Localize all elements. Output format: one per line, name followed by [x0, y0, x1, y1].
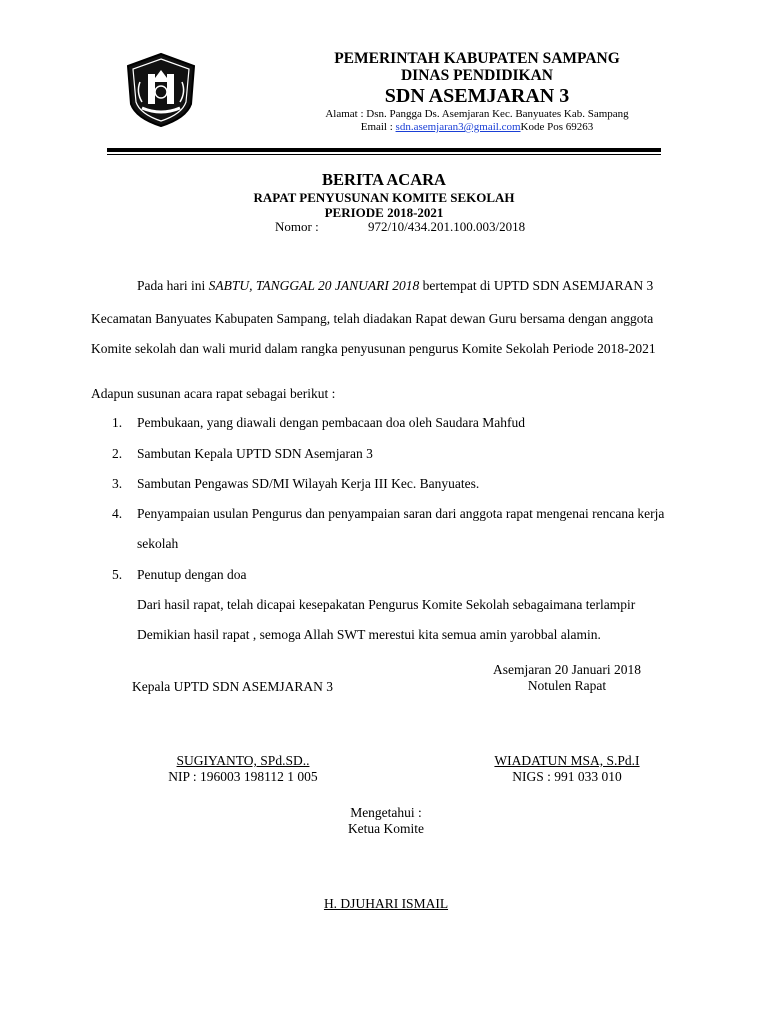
letterhead-rule-thin — [107, 154, 661, 155]
agenda-item-number: 5. — [112, 567, 123, 582]
agenda-item-text: Penyampaian usulan Pengurus dan penyampaian saran dari anggota rapat mengenai rencana kerja — [137, 506, 665, 521]
letterhead-department: DINAS PENDIDIKAN — [400, 67, 553, 84]
email-label: Email : — [360, 121, 396, 133]
email-link[interactable]: sdn.asemjaran3@gmail.com — [395, 121, 521, 133]
opening-date-italic: SABTU, TANGGAL 20 JANUARI 2018 — [208, 278, 420, 293]
document-title: BERITA ACARA — [322, 170, 446, 189]
signature-place-date: Asemjaran 20 Januari 2018 — [492, 662, 642, 677]
head-nip: NIP : 196003 198112 1 005 — [168, 769, 318, 784]
notulen-nigs: NIGS : 991 033 010 — [512, 769, 622, 784]
notulen-role: Notulen Rapat — [527, 678, 607, 693]
closing-line-1: Dari hasil rapat, telah dicapai kesepakatan Pengurus Komite Sekolah sebagaimana terlampir — [137, 597, 636, 612]
notulen-name: WIADATUN MSA, S.Pd.I — [494, 753, 640, 768]
agenda-item-text: Sambutan Kepala UPTD SDN Asemjaran 3 — [137, 446, 373, 461]
document-number-label: Nomor : — [275, 219, 319, 234]
committee-chair-name: H. DJUHARI ISMAIL — [323, 896, 449, 911]
document-subtitle: RAPAT PENYUSUNAN KOMITE SEKOLAH — [253, 190, 515, 205]
letterhead-address: Alamat : Dsn. Pangga Ds. Asemjaran Kec. Banyuates Kab. Sampang — [325, 108, 629, 120]
letterhead-rule-thick — [107, 148, 661, 152]
postal-code: Kode Pos 69263 — [520, 121, 594, 133]
document-period: PERIODE 2018-2021 — [324, 205, 444, 220]
agenda-intro: Adapun susunan acara rapat sebagai berikut : — [91, 386, 336, 401]
letterhead-government: PEMERINTAH KABUPATEN SAMPANG — [334, 50, 620, 67]
agenda-item-text: Sambutan Pengawas SD/MI Wilayah Kerja III Kec. Banyuates. — [137, 476, 480, 491]
head-name: SUGIYANTO, SPd.SD.. — [176, 753, 310, 768]
opening-text-pre: Pada hari ini — [137, 278, 209, 293]
opening-line-1 — [137, 278, 653, 294]
agenda-item-number: 4. — [112, 506, 123, 521]
agenda-item-number: 2. — [112, 446, 123, 461]
agenda-item-number: 3. — [112, 476, 123, 491]
agenda-item-text-continued: sekolah — [137, 536, 179, 551]
opening-text-post: bertempat di UPTD SDN ASEMJARAN 3 — [419, 278, 654, 293]
letterhead-contact — [300, 121, 654, 133]
regency-crest-icon — [124, 52, 198, 128]
committee-chair-role: Ketua Komite — [347, 821, 425, 836]
agenda-item-text: Penutup dengan doa — [137, 567, 247, 582]
document-number-value: 972/10/434.201.100.003/2018 — [368, 219, 526, 234]
head-role: Kepala UPTD SDN ASEMJARAN 3 — [132, 679, 334, 694]
opening-line-2: Kecamatan Banyuates Kabupaten Sampang, telah diadakan Rapat dewan Guru bersama dengan anggota — [91, 311, 654, 326]
acknowledged-label: Mengetahui : — [350, 805, 422, 820]
agenda-item-number: 1. — [112, 415, 123, 430]
agenda-item-text: Pembukaan, yang diawali dengan pembacaan doa oleh Saudara Mahfud — [137, 415, 525, 430]
letterhead-school: SDN ASEMJARAN 3 — [384, 85, 570, 107]
opening-line-3: Komite sekolah dan wali murid dalam rangka penyusunan pengurus Komite Sekolah Periode 2018-2021 — [91, 341, 656, 356]
closing-line-2: Demikian hasil rapat , semoga Allah SWT merestui kita semua amin yarobbal alamin. — [137, 627, 601, 642]
